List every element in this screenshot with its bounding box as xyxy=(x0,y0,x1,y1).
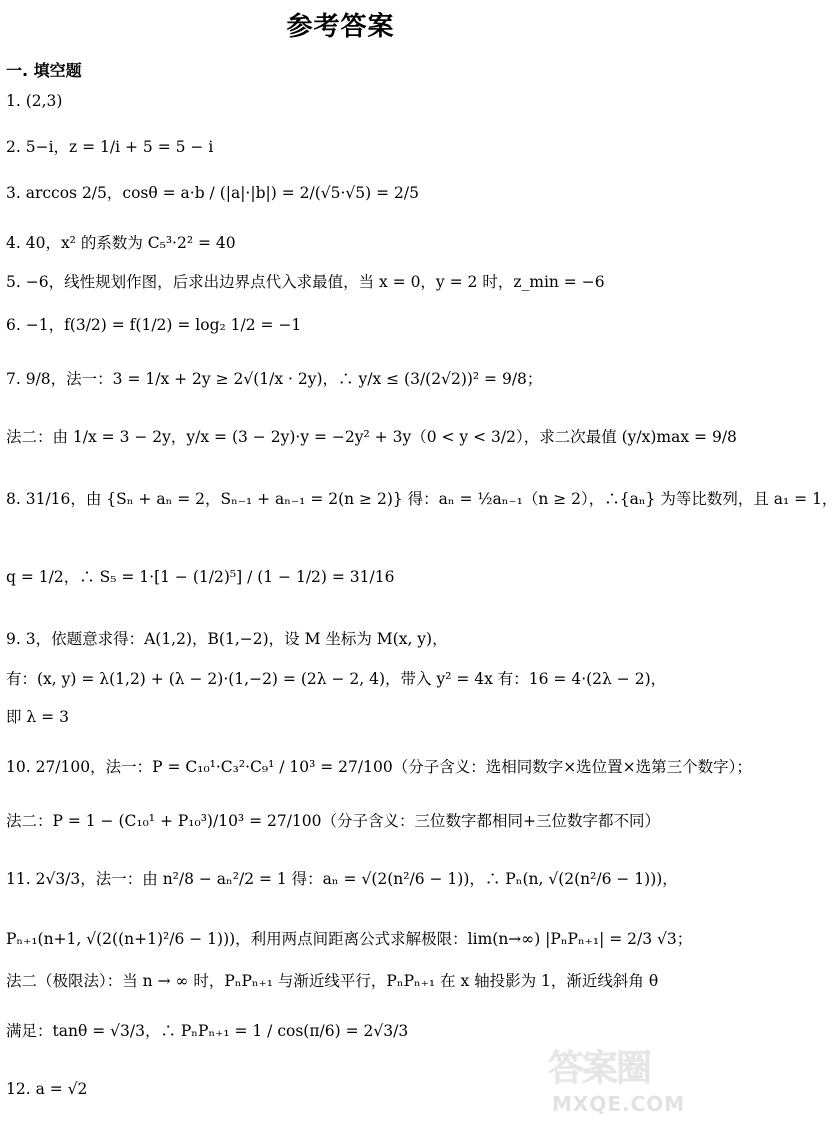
answer-10-method-1: 10. 27/100，法一：P = C₁₀¹·C₃²·C₉¹ / 10³ = 27/100（分子含义：选相同数字×选位置×选第三个数字）； xyxy=(6,758,752,776)
section-heading-fill-in-blank: 一. 填空题 xyxy=(6,61,82,80)
answer-11-method-2: 法二（极限法）：当 n → ∞ 时，PₙPₙ₊₁ 与渐近线平行，PₙPₙ₊₁ 在 x 轴投影为 1，渐近线斜角 θ xyxy=(6,972,659,990)
answer-11-method-1: 11. 2√3/3，法一：由 n²/8 − aₙ²/2 = 1 得：aₙ = √(2(n²/6 − 1))，∴ Pₙ(n, √(2(n²/6 − 1)))， xyxy=(6,870,678,888)
answer-11-conclusion: 满足：tanθ = √3/3，∴ PₙPₙ₊₁ = 1 / cos(π/6) = 2√3/3 xyxy=(6,1022,409,1040)
answer-2: 2. 5−i，z = 1/i + 5 = 5 − i xyxy=(6,138,214,156)
answer-9-result: 即 λ = 3 xyxy=(6,708,69,726)
answer-12: 12. a = √2 xyxy=(6,1080,88,1098)
answer-11-limit: Pₙ₊₁(n+1, √(2((n+1)²/6 − 1)))，利用两点间距离公式求解极限：lim(n→∞) |PₙPₙ₊₁| = 2/3 √3； xyxy=(6,930,693,948)
watermark xyxy=(548,1040,686,1120)
answer-6: 6. −1，f(3/2) = f(1/2) = log₂ 1/2 = −1 xyxy=(6,316,302,334)
answer-7-method-1: 7. 9/8，法一：3 = 1/x + 2y ≥ 2√(1/x · 2y)，∴ y/x ≤ (3/(2√2))² = 9/8； xyxy=(6,370,543,388)
answer-4: 4. 40，x² 的系数为 C₅³·2² = 40 xyxy=(6,234,236,252)
watermark-logo-icon: 答案圈 xyxy=(548,1048,651,1089)
watermark-site-text: MXQE.COM xyxy=(552,1092,686,1116)
answer-10-method-2: 法二：P = 1 − (C₁₀¹ + P₁₀³)/10³ = 27/100（分子含义：三位数字都相同+三位数字都不同） xyxy=(6,812,660,830)
answer-8-continued: q = 1/2，∴ S₅ = 1·[1 − (1/2)⁵] / (1 − 1/2) = 31/16 xyxy=(6,568,395,586)
answer-5: 5. −6，线性规划作图，后求出边界点代入求最值，当 x = 0，y = 2 时，z_min = −6 xyxy=(6,273,605,291)
answer-7-method-2: 法二：由 1/x = 3 − 2y，y/x = (3 − 2y)·y = −2y² + 3y（0 < y < 3/2），求二次最值 (y/x)max = 9/8 xyxy=(6,428,737,446)
answer-3: 3. arccos 2/5，cosθ = a·b / (|a|·|b|) = 2/(√5·√5) = 2/5 xyxy=(6,184,419,202)
answer-8: 8. 31/16，由 {Sₙ + aₙ = 2，Sₙ₋₁ + aₙ₋₁ = 2(n ≥ 2)} 得：aₙ = ½aₙ₋₁（n ≥ 2），∴{aₙ} 为等比数列，且 a₁ = 1， xyxy=(6,490,837,508)
answer-9-continued: 有：(x, y) = λ(1,2) + (λ − 2)·(1,−2) = (2λ − 2, 4)，带入 y² = 4x 有：16 = 4·(2λ − 2)， xyxy=(6,670,667,688)
page-title: 参考答案 xyxy=(286,12,395,42)
answer-1: 1. (2,3) xyxy=(6,92,63,110)
answer-9: 9. 3，依题意求得：A(1,2)，B(1,−2)，设 M 坐标为 M(x, y)， xyxy=(6,630,448,648)
